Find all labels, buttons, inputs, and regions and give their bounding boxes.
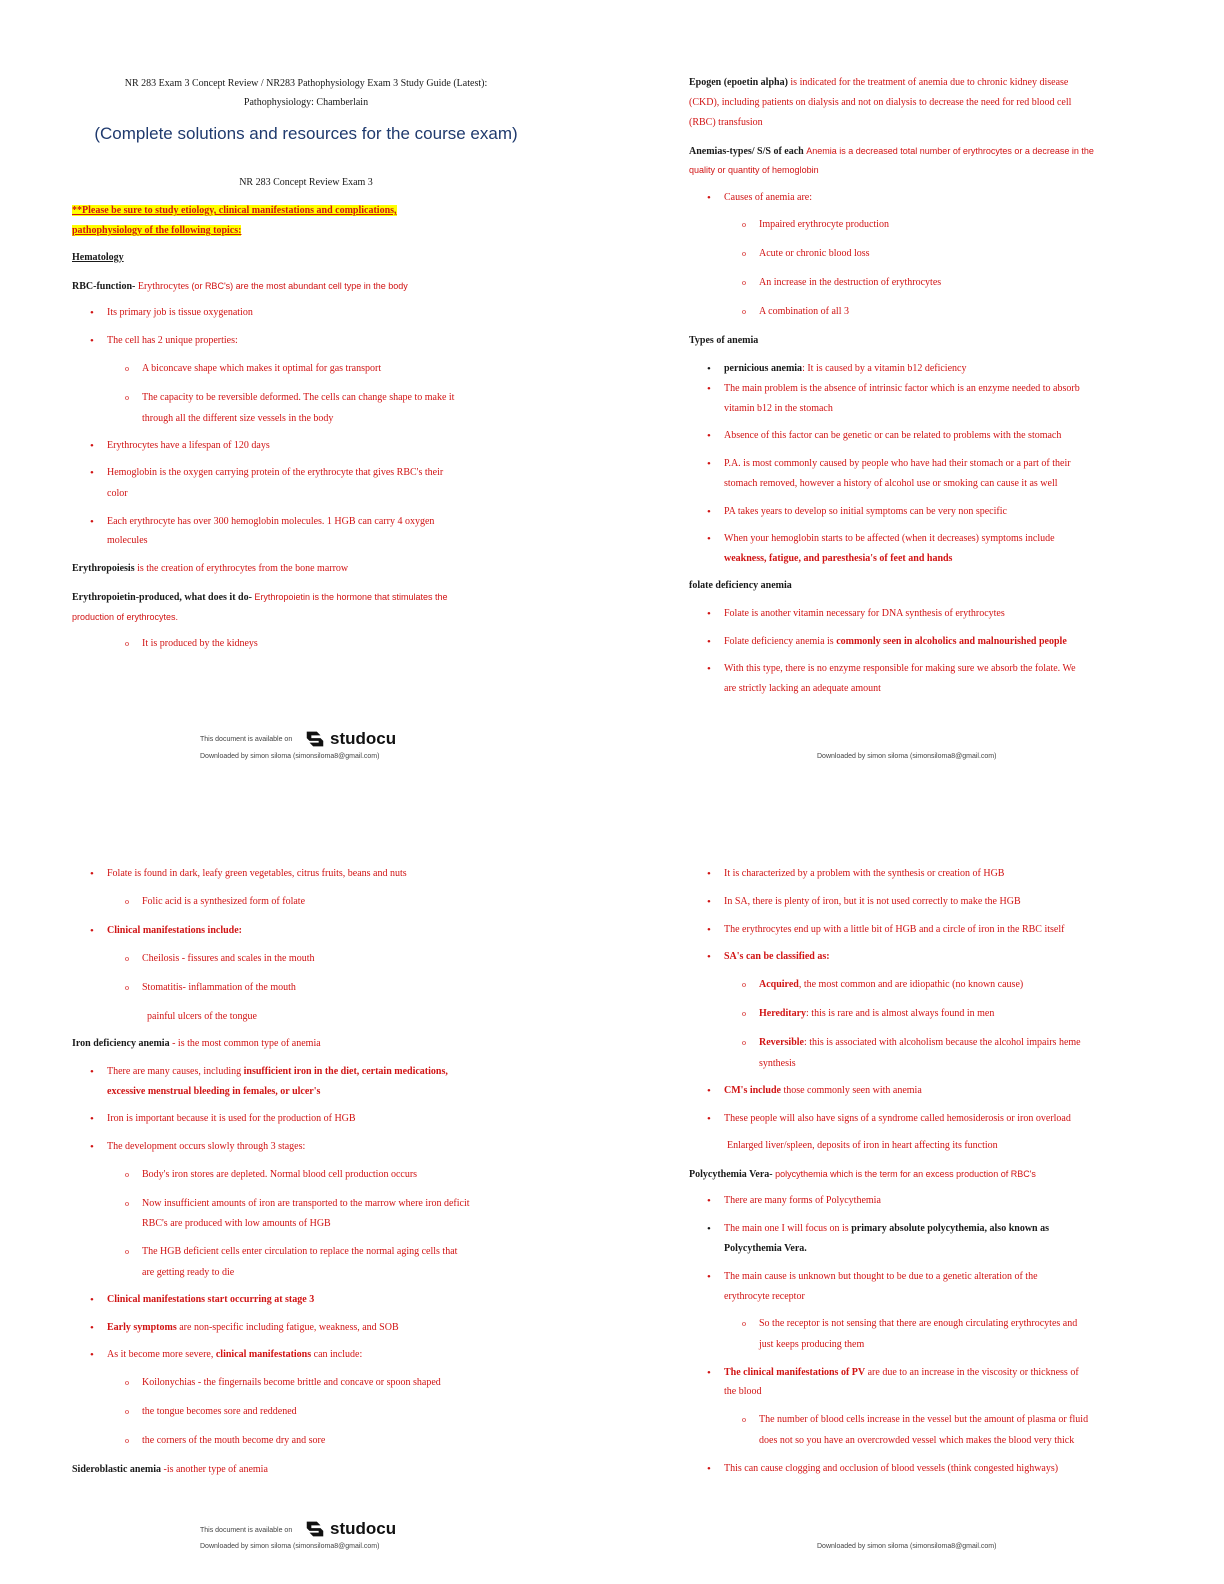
list-item: the corners of the mouth become dry and sore: [142, 1435, 326, 1446]
list-item: Body's iron stores are depleted. Normal blood cell production occurs: [142, 1169, 418, 1180]
bullet-icon: •: [90, 335, 94, 347]
list-item: Folic acid is a synthesized form of folate: [142, 896, 306, 907]
bullet-icon: •: [90, 307, 94, 319]
list-item: Koilonychias - the fingernails become brittle and concave or spoon shaped: [142, 1377, 441, 1388]
circle-bullet-icon: o: [125, 1170, 129, 1179]
bullet-icon: •: [707, 383, 711, 395]
list-item: stomach removed, however a history of alcohol use or smoking can cause it as well: [724, 478, 1058, 489]
page-2: [612, 0, 1224, 792]
circle-bullet-icon: o: [125, 983, 129, 992]
bullet-icon: •: [707, 192, 711, 204]
list-item: The number of blood cells increase in the vessel but the amount of plasma or fluid: [759, 1414, 1089, 1425]
list-item: Folate deficiency anemia is commonly seen in alcoholics and malnourished people: [724, 636, 1067, 647]
bullet-icon: •: [90, 1066, 94, 1078]
list-item: The main cause is unknown but thought to be due to a genetic alteration of the: [724, 1271, 1038, 1282]
page-1: [0, 0, 612, 792]
circle-bullet-icon: o: [125, 639, 129, 648]
doc-title-line2: Pathophysiology: Chamberlain: [243, 97, 369, 108]
circle-bullet-icon: o: [125, 1199, 129, 1208]
list-item: There are many forms of Polycythemia: [724, 1195, 881, 1206]
list-item: Now insufficient amounts of iron are transported to the marrow where iron deficit: [142, 1198, 470, 1209]
list-item: Cheilosis - fissures and scales in the mouth: [142, 953, 315, 964]
list-item: In SA, there is plenty of iron, but it is not used correctly to make the HGB: [724, 896, 1021, 907]
studocu-logo-icon: [304, 728, 326, 750]
list-item: There are many causes, including insufficient iron in the diet, certain medications,: [107, 1066, 448, 1077]
list-item: Folate is another vitamin necessary for DNA synthesis of erythrocytes: [724, 608, 1005, 619]
list-item: Erythrocytes have a lifespan of 120 days: [107, 440, 270, 451]
bullet-icon: •: [90, 925, 94, 937]
iron-deficiency-line: Iron deficiency anemia - is the most common type of anemia: [72, 1038, 321, 1049]
folate-heading: folate deficiency anemia: [689, 580, 792, 591]
list-item: Enlarged liver/spleen, deposits of iron in heart affecting its function: [727, 1140, 998, 1151]
list-item: The erythrocytes end up with a little bit of HGB and a circle of iron in the RBC itself: [724, 924, 1065, 935]
list-item: Reversible: this is associated with alcoholism because the alcohol impairs heme: [759, 1037, 1081, 1048]
footer-downloaded-text: Downloaded by simon siloma (simonsiloma8@gmail.com): [817, 753, 997, 760]
epogen-line-3: (RBC) transfusion: [689, 117, 763, 128]
circle-bullet-icon: o: [125, 364, 129, 373]
list-item: Acquired, the most common and are idiopathic (no known cause): [759, 979, 1024, 990]
bullet-icon: •: [90, 1322, 94, 1334]
list-item: An increase in the destruction of erythrocytes: [759, 277, 942, 288]
circle-bullet-icon: o: [742, 220, 746, 229]
footer-available-text: This document is available on: [200, 736, 293, 743]
doc-title-line1: NR 283 Exam 3 Concept Review / NR283 Pathophysiology Exam 3 Study Guide (Latest):: [124, 78, 488, 89]
list-item: Hemoglobin is the oxygen carrying protein of the erythrocyte that gives RBC's their: [107, 467, 444, 478]
studocu-logo: [304, 1518, 396, 1540]
anemias-line: Anemias-types/ S/S of each Anemia is a decreased total number of erythrocytes or a decrease in the: [689, 146, 1094, 157]
bullet-icon: •: [90, 516, 94, 528]
list-item: Hereditary: this is rare and is almost always found in men: [759, 1008, 995, 1019]
list-item: P.A. is most commonly caused by people who have had their stomach or a part of their: [724, 458, 1071, 469]
bullet-icon: •: [707, 951, 711, 963]
list-item: CM's include those commonly seen with anemia: [724, 1085, 922, 1096]
list-item: These people will also have signs of a syndrome called hemosiderosis or iron overload: [724, 1113, 1071, 1124]
bullet-icon: •: [707, 363, 711, 375]
bullet-icon: •: [90, 1349, 94, 1361]
list-item: Causes of anemia are:: [724, 192, 813, 203]
bullet-icon: •: [707, 1463, 711, 1475]
page-3: [0, 792, 612, 1584]
epogen-line: Epogen (epoetin alpha) is indicated for the treatment of anemia due to chronic kidney disease: [689, 77, 1069, 88]
bullet-icon: •: [707, 924, 711, 936]
bullet-icon: •: [90, 1113, 94, 1125]
types-of-anemia-heading: Types of anemia: [689, 335, 759, 346]
list-item: Its primary job is tissue oxygenation: [107, 307, 253, 318]
circle-bullet-icon: o: [125, 897, 129, 906]
list-item: Acute or chronic blood loss: [759, 248, 870, 259]
circle-bullet-icon: o: [742, 1009, 746, 1018]
list-item: Early symptoms are non-specific including fatigue, weakness, and SOB: [107, 1322, 399, 1333]
footer-available-text: This document is available on: [200, 1527, 293, 1534]
bullet-icon: •: [90, 440, 94, 452]
hematology-heading: Hematology: [72, 252, 124, 263]
doc-subtitle: (Complete solutions and resources for the course exam): [94, 124, 518, 143]
list-item: PA takes years to develop so initial symptoms can be very non specific: [724, 506, 1007, 517]
list-item: RBC's are produced with low amounts of HGB: [142, 1218, 331, 1229]
circle-bullet-icon: o: [742, 249, 746, 258]
circle-bullet-icon: o: [125, 1407, 129, 1416]
epogen-line-2: (CKD), including patients on dialysis and not on dialysis to decrease the need for red blood cell: [689, 97, 1072, 108]
circle-bullet-icon: o: [742, 980, 746, 989]
bullet-icon: •: [707, 1195, 711, 1207]
bullet-icon: •: [90, 868, 94, 880]
list-item: excessive menstrual bleeding in females, or ulcer's: [107, 1086, 321, 1097]
page-4: [612, 792, 1224, 1584]
erythropoiesis-line: Erythropoiesis is the creation of erythrocytes from the bone marrow: [72, 563, 349, 574]
erythropoietin-line: Erythropoietin-produced, what does it do- Erythropoietin is the hormone that stimulates the: [72, 592, 448, 603]
studocu-logo-icon: [304, 1518, 326, 1540]
list-item: The HGB deficient cells enter circulation to replace the normal aging cells that: [142, 1246, 458, 1257]
bullet-icon: •: [90, 1294, 94, 1306]
list-item: pernicious anemia: It is caused by a vitamin b12 deficiency: [724, 363, 967, 374]
anemias-line-2: quality or quantity of hemoglobin: [689, 165, 819, 175]
list-item: It is characterized by a problem with the synthesis or creation of HGB: [724, 868, 1005, 879]
list-item: A biconcave shape which makes it optimal for gas transport: [142, 363, 382, 374]
list-item: Clinical manifestations include:: [107, 925, 243, 936]
list-item: are strictly lacking an adequate amount: [724, 683, 881, 694]
sideroblastic-line: Sideroblastic anemia -is another type of anemia: [72, 1464, 268, 1475]
list-item: erythrocyte receptor: [724, 1291, 805, 1302]
bullet-icon: •: [707, 458, 711, 470]
circle-bullet-icon: o: [742, 307, 746, 316]
bullet-icon: •: [707, 1271, 711, 1283]
list-item: SA's can be classified as:: [724, 951, 830, 962]
concept-review-heading: NR 283 Concept Review Exam 3: [239, 177, 373, 188]
list-item: Polycythemia Vera.: [724, 1243, 807, 1254]
studocu-logo-text: studocu: [330, 729, 397, 748]
bullet-icon: •: [707, 533, 711, 545]
circle-bullet-icon: o: [125, 1378, 129, 1387]
list-item: are getting ready to die: [142, 1267, 235, 1278]
circle-bullet-icon: o: [742, 278, 746, 287]
list-item: The main problem is the absence of intrinsic factor which is an enzyme needed to absorb: [724, 383, 1080, 394]
erythropoietin-line-2: production of erythrocytes.: [72, 612, 179, 622]
circle-bullet-icon: o: [742, 1415, 746, 1424]
list-item: The development occurs slowly through 3 stages:: [107, 1141, 306, 1152]
list-item: color: [107, 488, 128, 499]
list-item: So the receptor is not sensing that there are enough circulating erythrocytes and: [759, 1318, 1078, 1329]
polycythemia-line: Polycythemia Vera- polycythemia which is the term for an excess production of RBC's: [689, 1169, 1036, 1180]
bullet-icon: •: [707, 608, 711, 620]
list-item: As it become more severe, clinical manifestations can include:: [107, 1349, 363, 1360]
footer-downloaded-text: Downloaded by simon siloma (simonsiloma8@gmail.com): [200, 1543, 380, 1550]
list-item: The cell has 2 unique properties:: [107, 335, 238, 346]
bullet-icon: •: [707, 1113, 711, 1125]
bullet-icon: •: [90, 1141, 94, 1153]
list-item: just keeps producing them: [759, 1339, 865, 1350]
circle-bullet-icon: o: [742, 1038, 746, 1047]
list-item: molecules: [107, 535, 148, 546]
rbc-function-line: RBC-function- Erythrocytes (or RBC's) are the most abundant cell type in the body: [72, 281, 408, 292]
footer-downloaded-text: Downloaded by simon siloma (simonsiloma8@gmail.com): [200, 753, 380, 760]
bullet-icon: •: [707, 663, 711, 675]
list-item: synthesis: [759, 1058, 796, 1069]
studocu-logo: [304, 728, 396, 750]
study-note-line2: pathophysiology of the following topics:: [72, 225, 242, 236]
circle-bullet-icon: o: [125, 393, 129, 402]
list-item: through all the different size vessels in the body: [142, 413, 334, 424]
list-item: Each erythrocyte has over 300 hemoglobin molecules. 1 HGB can carry 4 oxygen: [107, 516, 435, 527]
bullet-icon: •: [707, 896, 711, 908]
list-item: When your hemoglobin starts to be affected (when it decreases) symptoms include: [724, 533, 1055, 544]
bullet-icon: •: [707, 1085, 711, 1097]
bullet-icon: •: [707, 868, 711, 880]
bullet-icon: •: [707, 1367, 711, 1379]
list-item: This can cause clogging and occlusion of blood vessels (think congested highways): [724, 1463, 1059, 1474]
circle-bullet-icon: o: [125, 1436, 129, 1445]
bullet-icon: •: [707, 506, 711, 518]
list-item: painful ulcers of the tongue: [147, 1011, 257, 1022]
list-item: The clinical manifestations of PV are due to an increase in the viscosity or thickness of: [724, 1367, 1079, 1378]
list-item: Stomatitis- inflammation of the mouth: [142, 982, 296, 993]
bullet-icon: •: [707, 430, 711, 442]
circle-bullet-icon: o: [742, 1319, 746, 1328]
list-item: Impaired erythrocyte production: [759, 219, 889, 230]
list-item: Absence of this factor can be genetic or can be related to problems with the stomach: [724, 430, 1062, 441]
bullet-icon: •: [90, 467, 94, 479]
list-item: vitamin b12 in the stomach: [724, 403, 833, 414]
list-item: does not so you have an overcrowded vessel which makes the blood very thick: [759, 1435, 1075, 1446]
bullet-icon: •: [707, 636, 711, 648]
bullet-icon: •: [707, 1223, 711, 1235]
footer-downloaded-text: Downloaded by simon siloma (simonsiloma8@gmail.com): [817, 1543, 997, 1550]
list-item: It is produced by the kidneys: [142, 638, 258, 649]
list-item: With this type, there is no enzyme responsible for making sure we absorb the folate. We: [724, 663, 1076, 674]
list-item: A combination of all 3: [759, 306, 849, 317]
list-item: Iron is important because it is used for the production of HGB: [107, 1113, 356, 1124]
circle-bullet-icon: o: [125, 1247, 129, 1256]
studocu-logo-text: studocu: [330, 1519, 397, 1538]
list-item: weakness, fatigue, and paresthesia's of feet and hands: [724, 553, 953, 564]
list-item: The main one I will focus on is primary absolute polycythemia, also known as: [724, 1223, 1049, 1234]
study-note-line1: **Please be sure to study etiology, clinical manifestations and complications,: [72, 205, 397, 216]
list-item: The capacity to be reversible deformed. The cells can change shape to make it: [142, 392, 455, 403]
list-item: Folate is found in dark, leafy green vegetables, citrus fruits, beans and nuts: [107, 868, 407, 879]
list-item: the blood: [724, 1386, 762, 1397]
list-item: Clinical manifestations start occurring at stage 3: [107, 1294, 315, 1305]
list-item: the tongue becomes sore and reddened: [142, 1406, 297, 1417]
circle-bullet-icon: o: [125, 954, 129, 963]
